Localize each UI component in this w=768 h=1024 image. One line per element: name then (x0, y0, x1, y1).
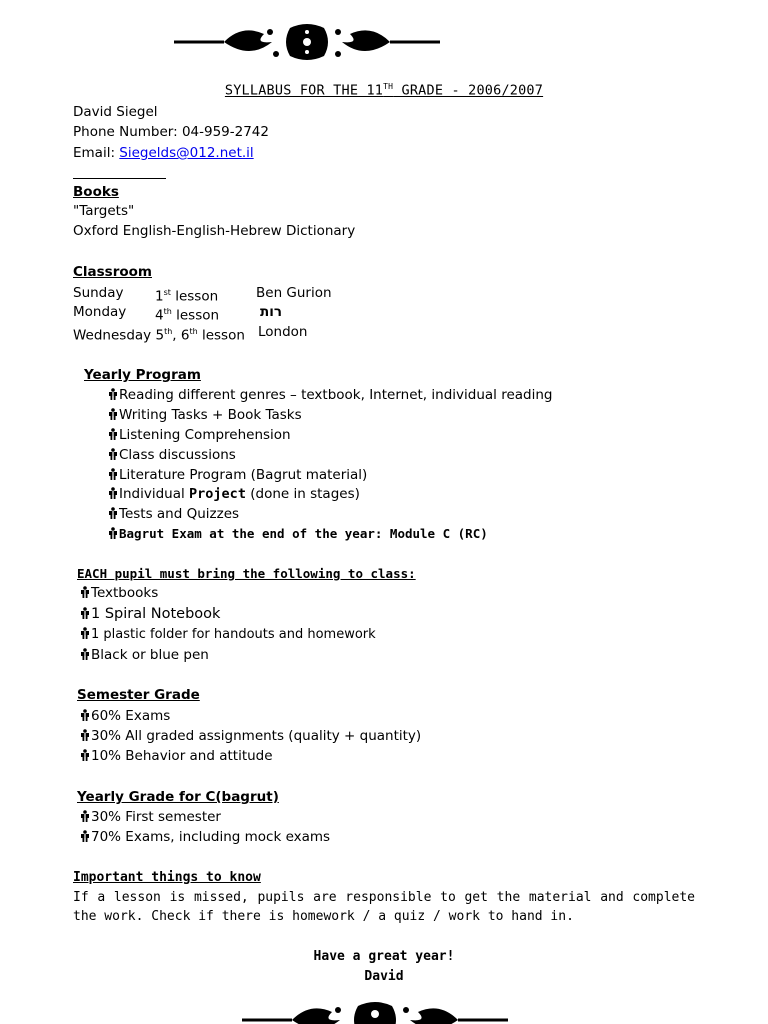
books-heading: Books (73, 184, 119, 200)
list-item: 60% Exams (80, 707, 170, 725)
page-title: SYLLABUS FOR THE 11TH GRADE - 2006/2007 (224, 82, 544, 99)
list-item: Bagrut Exam at the end of the year: Module C (RC) (108, 525, 488, 543)
list-item: 70% Exams, including mock exams (80, 828, 330, 846)
classroom-room: רות (260, 304, 282, 320)
email-link[interactable]: Siegelds@012.net.il (119, 145, 254, 161)
important-text: If a lesson is missed, pupils are responsible to get the material and complete the work. Check if there is homework / a quiz / work to hand in. (73, 890, 695, 924)
semester-grade-heading: Semester Grade (77, 687, 200, 703)
list-item: Listening Comprehension (108, 426, 291, 444)
classroom-heading: Classroom (73, 264, 152, 280)
person-bullet-icon (108, 447, 118, 459)
classroom-room: London (258, 324, 308, 340)
important-heading: Important things to know (73, 870, 261, 885)
person-bullet-icon (80, 748, 90, 760)
book-item-2: Oxford English-English-Hebrew Dictionary (73, 223, 356, 239)
person-bullet-icon (80, 585, 90, 597)
person-bullet-icon (108, 526, 118, 538)
list-item: Textbooks (80, 584, 158, 602)
yearly-grade-heading: Yearly Grade for C(bagrut) (77, 789, 279, 805)
person-bullet-icon (80, 627, 90, 639)
list-item: Class discussions (108, 446, 236, 464)
email-line: Email: Siegelds@012.net.il (73, 145, 254, 161)
classroom-lesson: 1st lesson (155, 288, 219, 305)
list-item: Literature Program (Bagrut material) (108, 466, 367, 484)
bring-heading: EACH pupil must bring the following to class: (77, 566, 416, 581)
classroom-day: Sunday (73, 285, 124, 301)
divider (73, 178, 166, 179)
phone-number: Phone Number: 04-959-2742 (73, 124, 269, 140)
closing-greeting: Have a great year! (313, 949, 455, 964)
teacher-name: David Siegel (73, 104, 158, 120)
classroom-day: Wednesday 5th, 6th lesson (73, 327, 245, 344)
list-item: Individual Project (done in stages) (108, 485, 360, 503)
person-bullet-icon (108, 486, 118, 498)
person-bullet-icon (80, 728, 90, 740)
person-bullet-icon (108, 427, 118, 439)
person-bullet-icon (80, 809, 90, 821)
person-bullet-icon (80, 647, 90, 659)
list-item: Writing Tasks + Book Tasks (108, 406, 302, 424)
list-item: 1 plastic folder for handouts and homework (80, 626, 376, 644)
list-item: Reading different genres – textbook, Internet, individual reading (108, 386, 552, 404)
person-bullet-icon (80, 829, 90, 841)
yearly-program-heading: Yearly Program (84, 367, 201, 383)
person-bullet-icon (108, 387, 118, 399)
classroom-lesson: 4th lesson (155, 307, 220, 324)
floral-ornament-bottom (240, 1000, 510, 1024)
person-bullet-icon (108, 407, 118, 419)
closing-signature: David (364, 969, 404, 984)
classroom-room: Ben Gurion (256, 285, 332, 301)
list-item: 30% First semester (80, 808, 221, 826)
list-item: 1 Spiral Notebook (80, 605, 220, 623)
list-item: Black or blue pen (80, 646, 209, 664)
person-bullet-icon (80, 606, 90, 618)
book-item-1: "Targets" (73, 203, 135, 219)
person-bullet-icon (80, 708, 90, 720)
floral-ornament-top (172, 22, 442, 62)
list-item: 30% All graded assignments (quality + quantity) (80, 727, 421, 745)
list-item: Tests and Quizzes (108, 505, 239, 523)
person-bullet-icon (108, 506, 118, 518)
person-bullet-icon (108, 467, 118, 479)
classroom-day: Monday (73, 304, 127, 320)
list-item: 10% Behavior and attitude (80, 747, 273, 765)
